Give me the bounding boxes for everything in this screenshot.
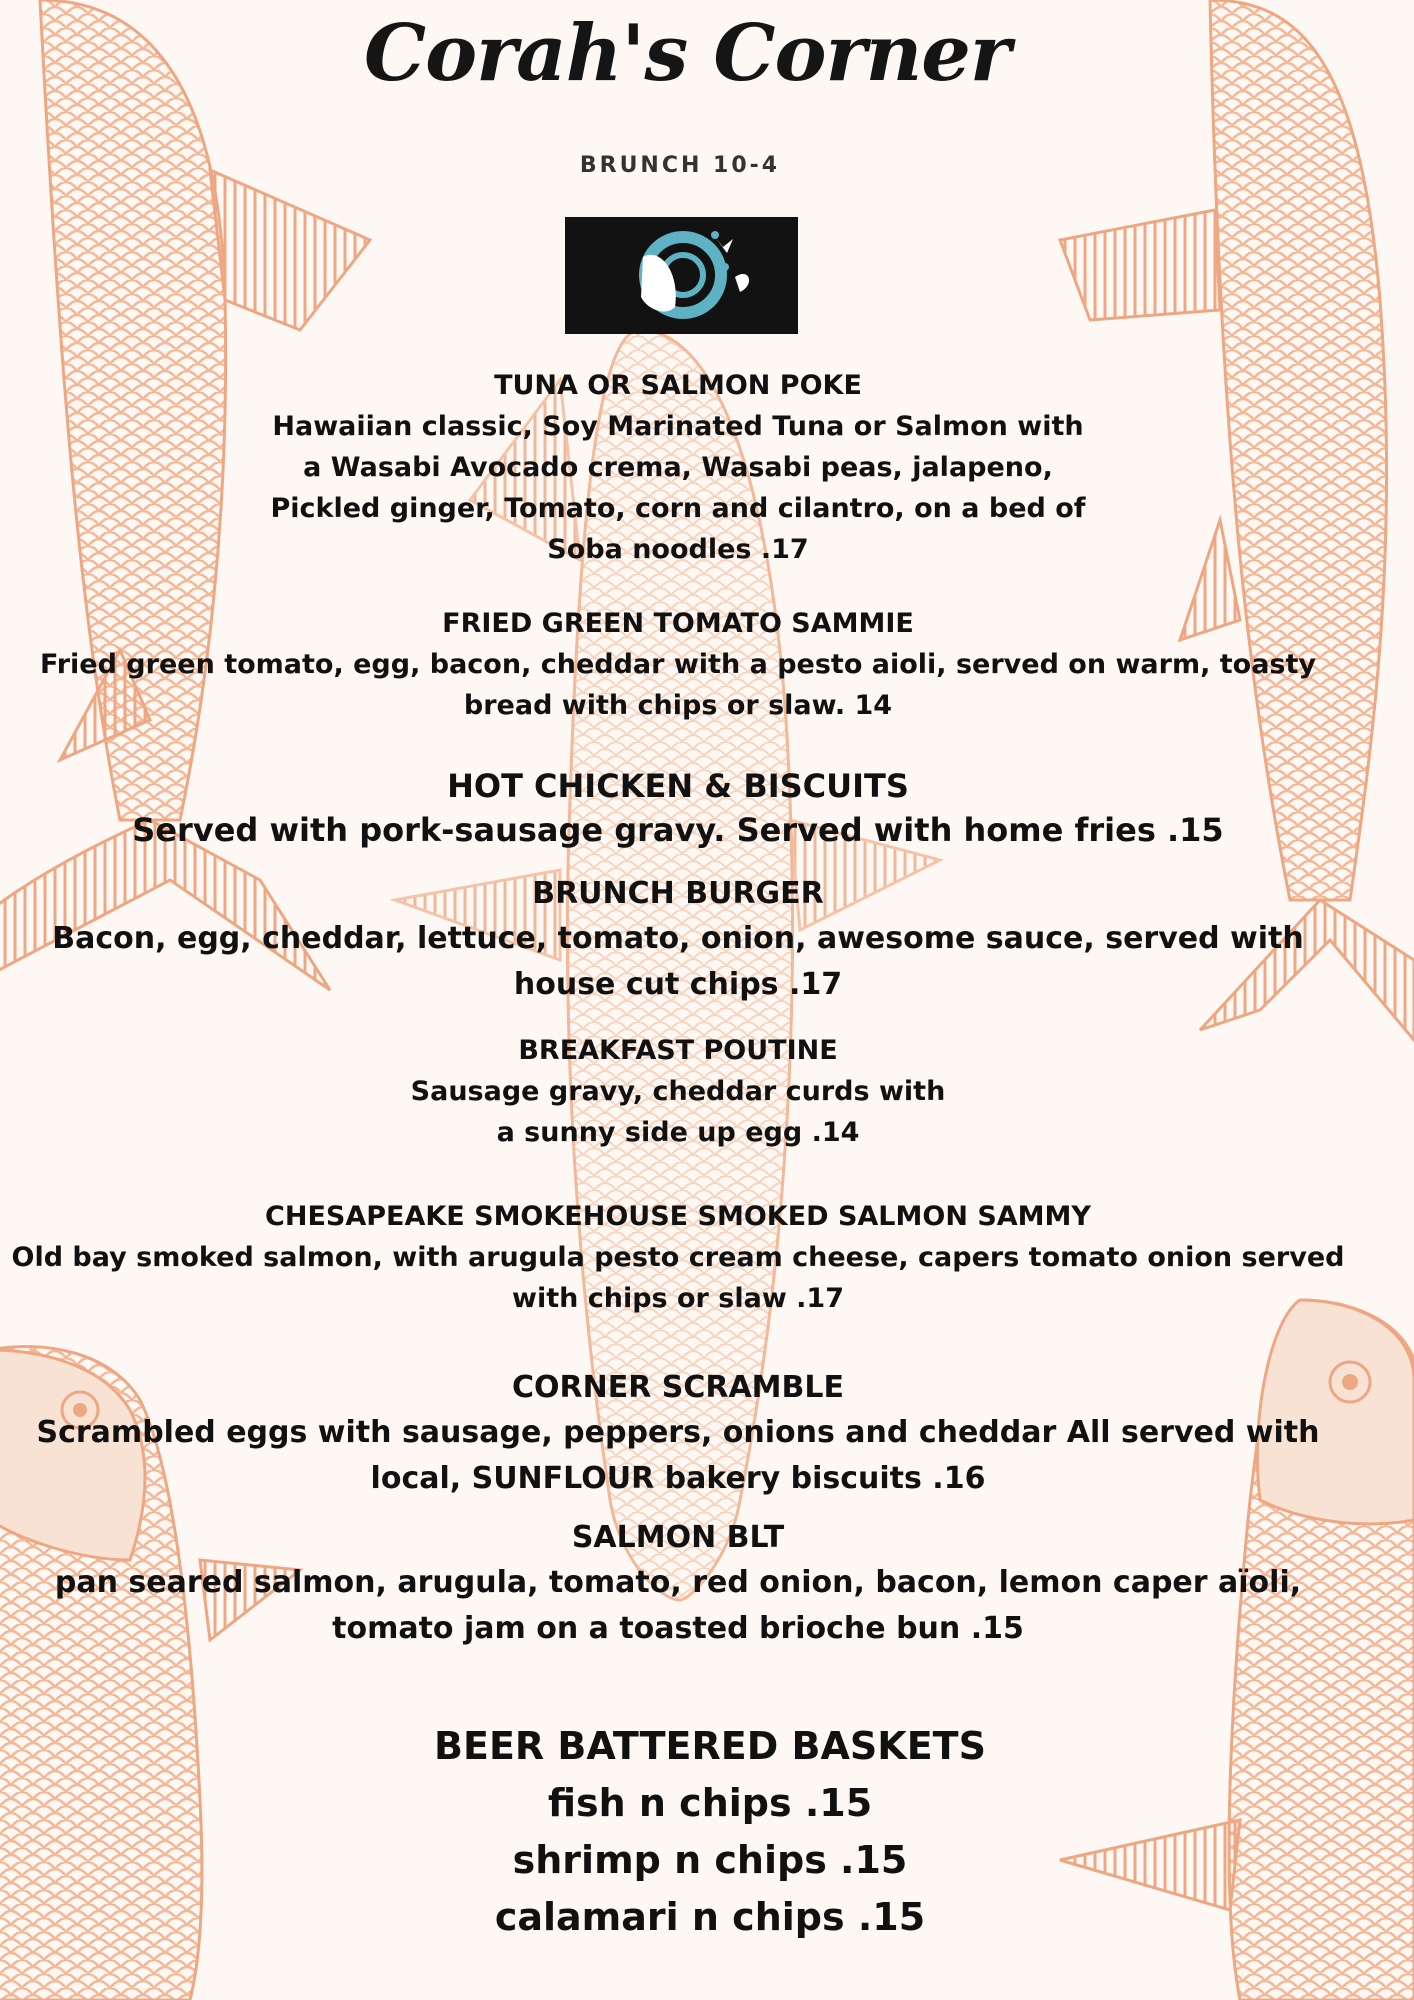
- restaurant-logo: [565, 217, 798, 334]
- menu-item-breakfast-poutine: [0, 1031, 1356, 1153]
- basket-item-fish: fish n chips .15: [547, 1781, 873, 1825]
- menu-item-name: HOT CHICKEN & BISCUITS: [447, 767, 909, 805]
- menu-item-name: BREAKFAST POUTINE: [518, 1035, 838, 1066]
- menu-item-description: Served with pork-sausage gravy. Served with home fries .15: [132, 811, 1224, 849]
- menu-item-corner-scramble: [0, 1366, 1356, 1502]
- menu-item-brunch-burger: [0, 872, 1356, 1008]
- menu-subtitle: BRUNCH 10-4: [579, 153, 781, 178]
- menu-item-description: Fried green tomato, egg, bacon, cheddar with a pesto aioli, served on warm, toasty bread with chips or slaw. 14: [39, 649, 1316, 721]
- menu-item-name: SALMON BLT: [571, 1520, 785, 1555]
- beer-battered-baskets: [0, 1717, 1414, 1946]
- menu-item-tuna-salmon-poke: [0, 366, 1356, 570]
- basket-item-calamari: calamari n chips .15: [494, 1895, 926, 1939]
- menu-item-description: Scrambled eggs with sausage, peppers, onions and cheddar All served with local, SUNFLOUR bakery biscuits .16: [36, 1415, 1320, 1496]
- menu-item-description: Old bay smoked salmon, with arugula pesto cream cheese, capers tomato onion served with chips or slaw .17: [11, 1242, 1345, 1314]
- menu-item-description: Sausage gravy, cheddar curds with a sunny side up egg .14: [410, 1076, 946, 1148]
- baskets-heading: BEER BATTERED BASKETS: [434, 1724, 986, 1768]
- menu-item-name: BRUNCH BURGER: [532, 876, 824, 911]
- basket-item-shrimp: shrimp n chips .15: [512, 1838, 908, 1882]
- fish-circle-logo-icon: [565, 217, 798, 334]
- menu-item-salmon-blt: [0, 1516, 1356, 1652]
- menu-item-name: FRIED GREEN TOMATO SAMMIE: [442, 608, 914, 639]
- menu-item-fried-green-tomato-sammie: [0, 604, 1356, 726]
- menu-item-description: Bacon, egg, cheddar, lettuce, tomato, onion, awesome sauce, served with house cut chips .17: [52, 921, 1304, 1002]
- menu-item-description: pan seared salmon, arugula, tomato, red onion, bacon, lemon caper aïoli, tomato jam on a toasted brioche bun .15: [54, 1565, 1302, 1646]
- restaurant-name: Corah's Corner: [363, 8, 1011, 99]
- menu-item-description: Hawaiian classic, Soy Marinated Tuna or Salmon with a Wasabi Avocado crema, Wasabi peas, jalapeno, Pickled ginger, Tomato, corn and cilantro, on a bed of Soba noodles .17: [270, 411, 1086, 565]
- menu-item-name: CHESAPEAKE SMOKEHOUSE SMOKED SALMON SAMMY: [265, 1201, 1091, 1232]
- menu-item-name: TUNA OR SALMON POKE: [494, 370, 862, 401]
- menu-item-smoked-salmon-sammy: [0, 1197, 1356, 1319]
- menu-item-name: CORNER SCRAMBLE: [511, 1370, 845, 1405]
- menu-item-hot-chicken-biscuits: [0, 764, 1356, 852]
